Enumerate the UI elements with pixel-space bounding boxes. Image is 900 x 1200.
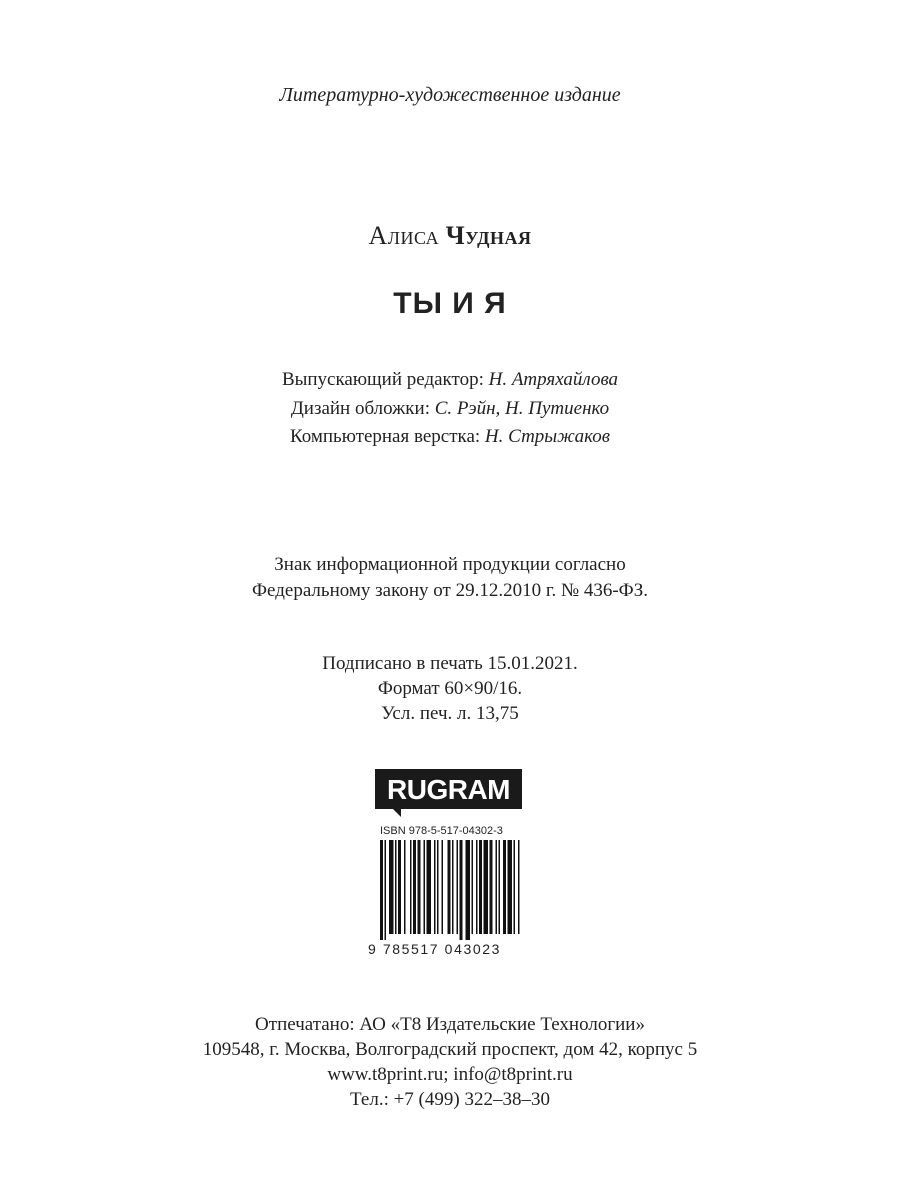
barcode-bar: [457, 840, 459, 934]
barcode-bar: [514, 840, 516, 934]
notice-line: Знак информационной продукции согласно: [274, 554, 626, 575]
barcode-bar: [442, 840, 444, 934]
credit-line: [0, 366, 900, 395]
barcode-bar: [484, 840, 489, 934]
print-format: Формат 60×90/16.: [377, 678, 523, 699]
barcode-image: [368, 838, 528, 942]
credit-role: Дизайн обложки:: [290, 397, 430, 419]
barcode-bar: [413, 840, 416, 934]
barcode-bar: [448, 840, 451, 934]
credit-line: [0, 423, 900, 452]
barcode-bar: [508, 840, 513, 934]
barcode-bar: [437, 840, 439, 934]
barcode-bar: [427, 840, 432, 934]
printer-phone: Тел.: +7 (499) 322–38–30: [350, 1089, 550, 1110]
printer-web: www.t8print.ru; info@t8print.ru: [327, 1064, 573, 1085]
isbn-digits: 9 785517 043023: [368, 941, 501, 957]
credit-line: [0, 395, 900, 424]
publisher-logo-tail: [392, 808, 401, 817]
barcode-bar: [518, 840, 520, 934]
barcode-bar: [503, 840, 506, 934]
credits-block: [0, 366, 900, 452]
barcode-bar: [496, 840, 498, 934]
author-name: [0, 221, 900, 251]
barcode-bar: [479, 840, 482, 934]
barcode-bar: [472, 840, 474, 934]
barcode-bar: [404, 840, 406, 934]
author-last-name: Чудная: [445, 221, 532, 250]
printer-info: [0, 1012, 900, 1112]
barcode-bar: [380, 840, 383, 940]
printer-address: 109548, г. Москва, Волгоградский проспект, дом 42, корпус 5: [202, 1039, 698, 1060]
barcode-bar: [499, 840, 501, 934]
barcode-bar: [452, 840, 454, 934]
print-info: [0, 651, 900, 726]
barcode-bar: [490, 840, 493, 934]
barcode-bar: [395, 840, 397, 934]
barcode-bar: [460, 840, 463, 940]
barcode-bar: [398, 840, 401, 934]
isbn-label: ISBN 978-5-517-04302-3: [380, 825, 503, 837]
isbn-barcode: [368, 820, 528, 964]
credit-role: Выпускающий редактор:: [281, 369, 484, 390]
notice-line: Федеральному закону от 29.12.2010 г. № 436-ФЗ.: [252, 580, 648, 601]
publisher-logo: RUGRAM: [375, 769, 522, 809]
credit-role: Компьютерная верстка:: [289, 426, 481, 447]
barcode-bar: [424, 840, 426, 934]
credit-names: Н. Стрыжаков: [484, 426, 611, 447]
printer-name: Отпечатано: АО «Т8 Издательские Технологии»: [255, 1014, 645, 1035]
edition-type: Литературно-художественное издание: [279, 84, 621, 106]
credit-names: С. Рэйн, Н. Путиенко: [434, 397, 610, 419]
barcode-bar: [389, 840, 394, 934]
credit-names: Н. Атряхайлова: [488, 369, 619, 390]
author-first-name: Алиса: [368, 221, 440, 250]
content-rating-notice: [0, 552, 900, 604]
barcode-bar: [385, 840, 387, 940]
barcode-bar: [410, 840, 412, 934]
print-date: Подписано в печать 15.01.2021.: [322, 653, 578, 674]
barcode-bar: [476, 840, 478, 934]
barcode-bar: [466, 840, 471, 940]
barcode-bar: [418, 840, 421, 934]
book-title: ТЫ И Я: [393, 287, 507, 320]
barcode-bar: [434, 840, 436, 934]
print-sheets: Усл. печ. л. 13,75: [381, 703, 519, 724]
